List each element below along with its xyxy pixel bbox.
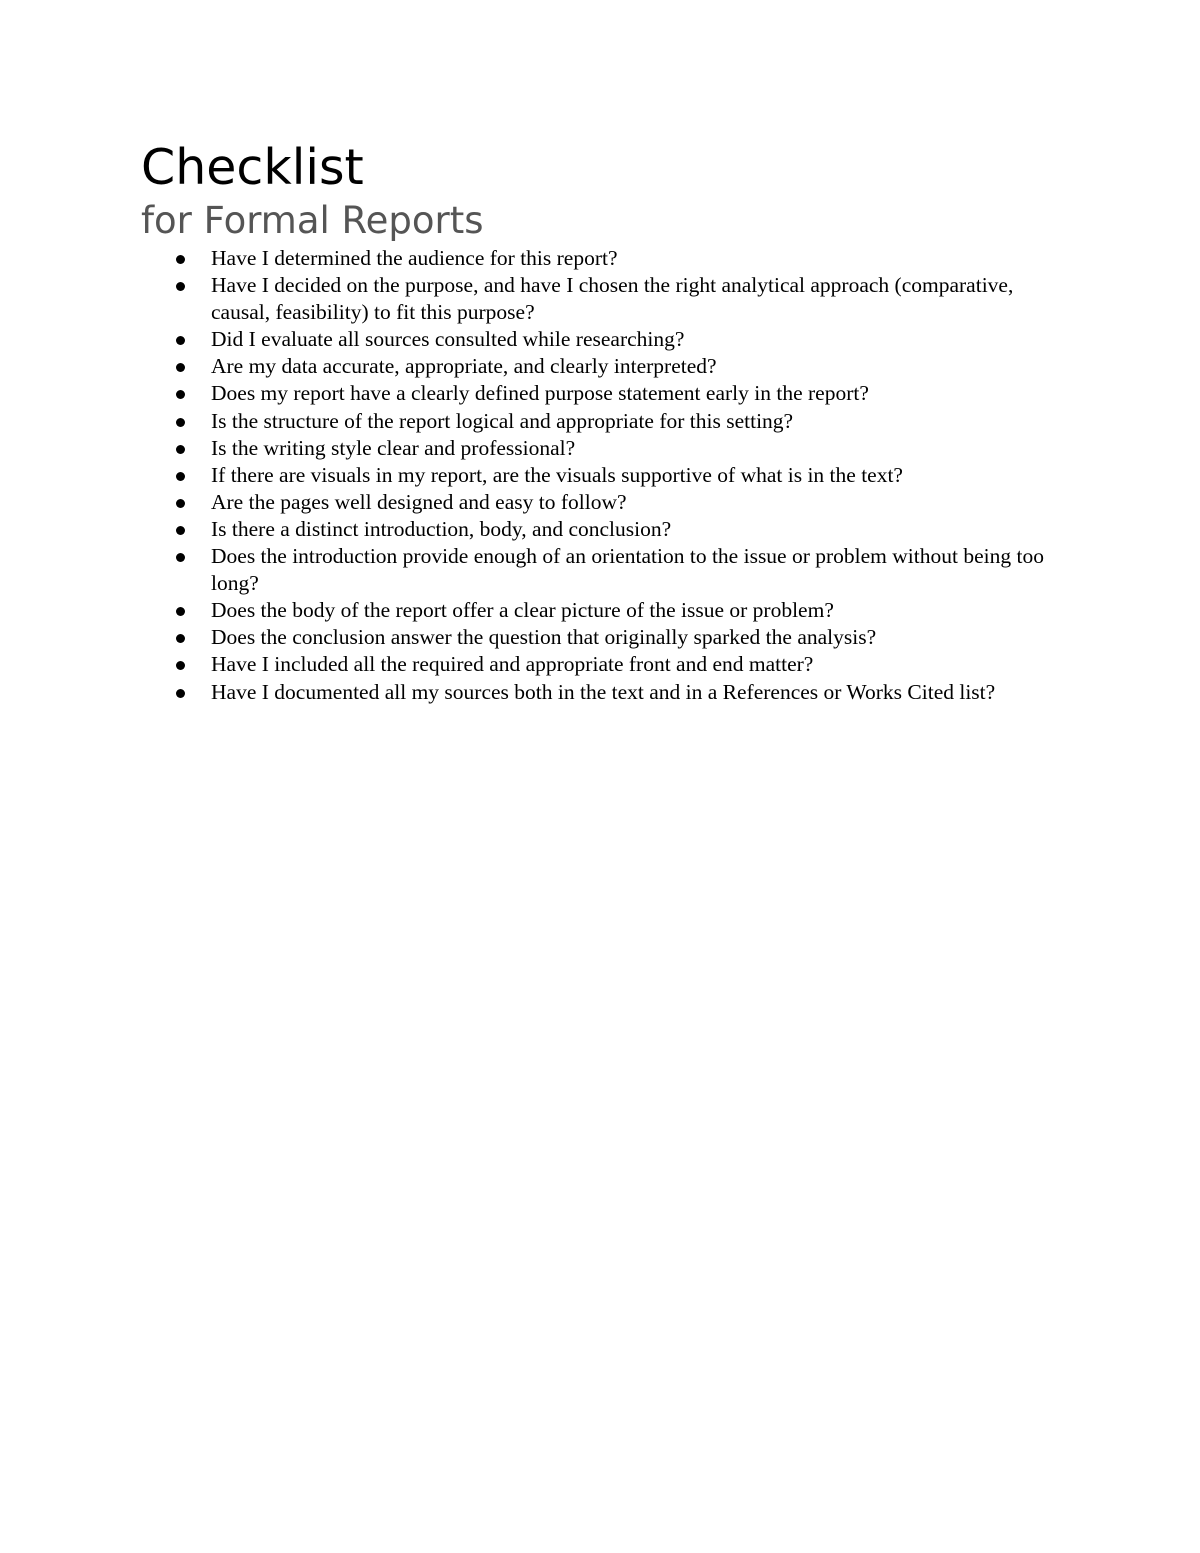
page-subtitle: for Formal Reports [141,199,484,242]
bullet-icon [176,472,185,481]
checklist-item [0,651,1051,678]
checklist-item-text: Have I included all the required and appropriate front and end matter? [211,652,814,677]
bullet-icon [176,634,185,643]
bullet-icon [176,255,185,264]
checklist-item [0,353,1051,380]
bullet-icon [176,418,185,427]
checklist-item [0,380,1051,407]
checklist-item [0,245,1051,272]
bullet-icon [176,390,185,399]
checklist-item-text: Are my data accurate, appropriate, and clearly interpreted? [211,354,717,379]
bullet-icon [176,607,185,616]
checklist-item-text: Is the structure of the report logical and appropriate for this setting? [211,408,794,433]
bullet-icon [176,336,185,345]
checklist-item-text: Is the writing style clear and professional? [211,435,576,460]
checklist-item-text: Does the introduction provide enough of an orientation to the issue or problem without being too long? [211,544,1044,596]
checklist-item [0,408,1051,435]
checklist-item-text: Does my report have a clearly defined purpose statement early in the report? [211,381,869,406]
checklist-item [0,435,1051,462]
checklist-item-text: If there are visuals in my report, are the visuals supportive of what is in the text? [211,462,903,487]
checklist-item-text: Does the body of the report offer a clear picture of the issue or problem? [211,598,834,623]
checklist-item-text: Is there a distinct introduction, body, and conclusion? [211,516,672,541]
checklist-item [0,489,1051,516]
page-title: Checklist [141,139,364,196]
checklist-item [0,597,1051,624]
checklist-item-text: Have I determined the audience for this report? [211,246,618,270]
bullet-icon [176,445,185,454]
bullet-icon [176,553,185,562]
checklist-item [0,516,1051,543]
checklist-item [0,326,1051,353]
bullet-icon [176,282,185,291]
checklist-item [0,543,1051,597]
bullet-icon [176,499,185,508]
bullet-icon [176,689,185,698]
bullet-icon [176,661,185,670]
checklist-item-text: Does the conclusion answer the question that originally sparked the analysis? [211,625,877,650]
checklist [0,245,1200,706]
bullet-icon [176,526,185,535]
checklist-item-text: Have I documented all my sources both in the text and in a References or Works Cited list? [211,679,996,704]
checklist-item-text: Are the pages well designed and easy to follow? [211,489,627,514]
checklist-item-text: Did I evaluate all sources consulted while researching? [211,327,685,352]
checklist-item-text: Have I decided on the purpose, and have I chosen the right analytical approach (comparative, causal, feasibility) to fit this purpose? [211,273,1014,325]
checklist-item [0,272,1051,326]
bullet-icon [176,363,185,372]
checklist-item [0,624,1051,651]
checklist-item [0,679,1051,706]
checklist-item [0,462,1051,489]
